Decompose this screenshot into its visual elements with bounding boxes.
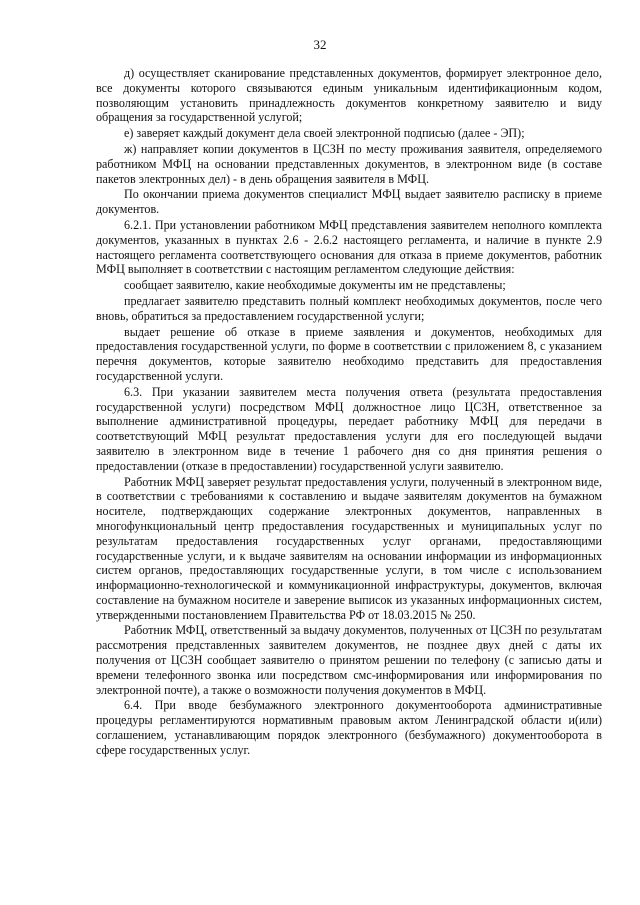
paragraph-6-3: 6.3. При указании заявителем места получения ответа (результата предоставления государственной услуги) посредством МФЦ должностное лицо ЦСЗН, ответственное за выполнение административной процедуры, передает работнику МФЦ для передачи в соответствующий МФЦ результат предоставления услуги для его последующей выдачи заявителю в электронном виде в течение 1 рабочего дня со дня принятия решения о предоставлении (отказе в предоставлении) государственной услуги заявителю. — [96, 384, 602, 473]
paragraph-action-inform: сообщает заявителю, какие необходимые документы им не представлены; — [124, 278, 506, 293]
paragraph-certification: Работник МФЦ заверяет результат предоставления услуги, полученный в электронном виде, в соответствии с требованиями к составлению и выдаче заявителям документов на бумажном носителе, подтверждающих содержание электронных документов, направленных в многофункциональный центр предоставления государственных и муниципальных услуг по результатам предоставления государственных услуг органами, предоставляющими государственные услуги, и к выдаче заявителям на основании информации из информационных систем органов, предоставляющих государственные услуги, в том числе с использованием информационно-технологической и коммуникационной инфраструктуры, документов, включая составление на бумажном носителе и заверение выписок из указанных информационных систем, утвержденными постановлением Правительства РФ от 18.03.2015 № 250. — [96, 474, 602, 622]
paragraph-receipt: По окончании приема документов специалист МФЦ выдает заявителю расписку в приеме документов. — [96, 187, 602, 217]
paragraph-6-2-1: 6.2.1. При установлении работником МФЦ представления заявителем неполного комплекта документов, указанных в пунктах 2.6 - 2.6.2 настоящего регламента, и наличие в пункте 2.9 настоящего регламента соответствующего основания для отказа в приеме документов, работник МФЦ выполняет в соответствии с настоящим регламентом следующие действия: — [96, 217, 602, 277]
document-body — [96, 66, 602, 758]
paragraph-6-4: 6.4. При вводе безбумажного электронного документооборота административные процедуры регламентируются нормативным правовым актом Ленинградской области и(или) соглашением, устанавливающим порядок электронного (безбумажного) документооборота в сфере государственных услуг. — [96, 698, 602, 757]
paragraph-action-offer: предлагает заявителю представить полный комплект необходимых документов, после чего вновь, обратиться за предоставлением государственной услуги; — [96, 293, 602, 323]
paragraph-item-zh: ж) направляет копии документов в ЦСЗН по месту проживания заявителя, определяемого работником МФЦ на основании представленных документов, в электронном виде (в составе пакетов электронных дел) - в день обращения заявителя в МФЦ. — [96, 141, 602, 186]
paragraph-item-d: д) осуществляет сканирование представленных документов, формирует электронное дело, все документы которого связываются единым уникальным идентификационным кодом, позволяющим установить принадлежность документов конкретному заявителю и виду обращения за государственной услугой; — [96, 66, 602, 125]
paragraph-action-refusal: выдает решение об отказе в приеме заявления и документов, необходимых для предоставления государственной услуги, по форме в соответствии с приложением 8, с указанием перечня документов, которые заявителю необходимо представить для предоставления государственной услуги. — [96, 324, 602, 383]
page-number: 32 — [313, 37, 327, 52]
paragraph-item-e: е) заверяет каждый документ дела своей электронной подписью (далее - ЭП); — [124, 126, 525, 141]
paragraph-notification: Работник МФЦ, ответственный за выдачу документов, полученных от ЦСЗН по результатам рассмотрения представленных заявителем документов, не позднее двух дней с даты их получения от ЦСЗН сообщает заявителю о принятом решении по телефону (с записью даты и времени телефонного звонка или посредством смс-информирования или информирования по электронной почте), а также о возможности получения документов в МФЦ. — [96, 623, 602, 697]
